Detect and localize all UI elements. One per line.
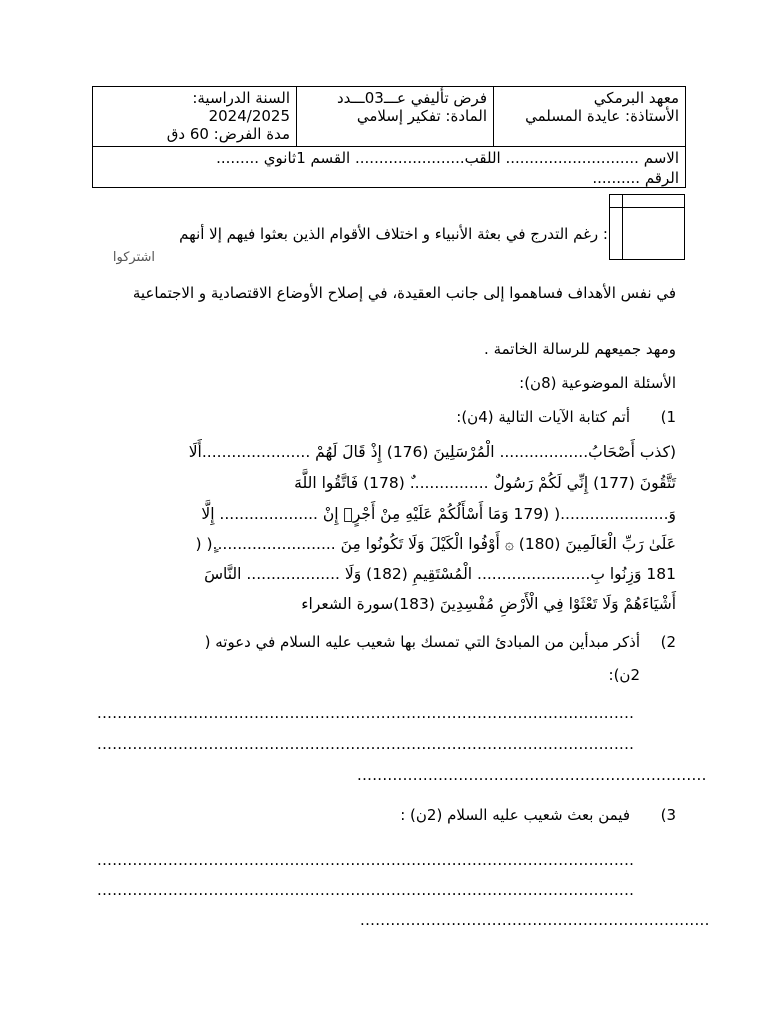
question-1-prompt: أتم كتابة الآيات التالية (4ن): [456, 408, 630, 426]
question-1-number: 1) [660, 408, 676, 426]
header-cell-exam [296, 87, 493, 146]
student-info-line[interactable]: الاسم ............................ اللقب....................... القسم 1ثانوي ......... [216, 149, 679, 167]
answer-line[interactable]: .......................................................................................................... [97, 851, 635, 869]
answer-line[interactable]: .......................................................................................................... [97, 881, 635, 899]
answer-line[interactable]: .......................................................................................................... [97, 704, 635, 722]
student-number-line[interactable]: الرقم .......... [592, 169, 679, 187]
school-name: معهد البرمكي [593, 89, 679, 107]
year-value: 2024/2025 [208, 107, 290, 125]
intro-line-1-tail: اشتركوا [112, 250, 155, 265]
intro-line-2: في نفس الأهداف فساهموا إلى جانب العقيدة، في إصلاح الأوضاع الاقتصادية و الاجتماعية [132, 284, 676, 302]
header-cell-year [93, 87, 296, 146]
header-row-top [93, 87, 685, 147]
verse-line-2[interactable]: تَتَّقُونَ (177) إِنِّي لَكُمْ رَسُولٌ ................ٌ (178) فَاتَّقُوا اللَّهَ [294, 474, 676, 492]
verse-line-4[interactable]: عَلَىٰ رَبِّ الْعَالَمِينَ (180) ۞ أَوْفُوا الْكَيْلَ وَلَا تَكُونُوا مِنَ .........................ٍ( ( [195, 535, 676, 553]
verse-line-6: أَشْيَاءَهُمْ وَلَا تَعْثَوْا فِي الْأَرْضِ مُفْسِدِينَ (183)سورة الشعراء [301, 595, 676, 613]
verse-line-3[interactable]: وَ......................( (179 وَمَا أَسْأَلُكُمْ عَلَيْهِ مِنْ أَجْرٍۖ إِنْ .................... إِلَّا [201, 505, 676, 523]
exam-duration: مدة الفرض: 60 دق [166, 125, 290, 143]
header-row-student [93, 147, 685, 187]
answer-line[interactable]: ..................................................................... [360, 911, 710, 929]
teacher-name: الأستاذة: عايدة المسلمي [525, 107, 679, 125]
verse-line-5[interactable]: 181 وَزِنُوا بِ....................... الْمُسْتَقِيمِ (182) وَلَا ................... النَّاسَ [204, 565, 676, 583]
answer-line[interactable]: ..................................................................... [357, 766, 707, 784]
header-cell-school [493, 87, 685, 146]
section-title: الأسئلة الموضوعية (8ن): [519, 374, 676, 392]
grade-box-divider [622, 195, 623, 259]
question-2-number: 2) [660, 633, 676, 651]
year-label: السنة الدراسية: [192, 89, 290, 107]
answer-line[interactable]: .......................................................................................................... [97, 735, 635, 753]
intro-line-1: : رغم التدرج في بعثة الأنبياء و اختلاف الأقوام الذين بعثوا فيهم إلا أنهم [179, 225, 608, 243]
exam-header-table [92, 86, 686, 188]
question-2-prompt-line-1: أذكر مبدأين من المبادئ التي تمسك بها شعيب عليه السلام في دعوته ( [204, 633, 640, 651]
intro-line-3: ومهد جميعهم للرسالة الخاتمة . [484, 340, 676, 358]
grade-box [609, 194, 685, 260]
grade-box-divider [610, 207, 684, 208]
exam-title: فرض تأليفي عـــ03ـــدد [336, 89, 487, 107]
question-3-prompt: فيمن بعث شعيب عليه السلام (2ن) : [400, 806, 630, 824]
question-2-prompt-line-2: 2ن): [608, 666, 640, 684]
question-3-number: 3) [660, 806, 676, 824]
verse-line-1[interactable]: (كذب أَصْحَابُ.................. الْمُرْسَلِينَ (176) إِذْ قَالَ لَهُمْ ......................أَلَا [188, 443, 676, 461]
subject-name: المادة: تفكير إسلامي [356, 107, 487, 125]
